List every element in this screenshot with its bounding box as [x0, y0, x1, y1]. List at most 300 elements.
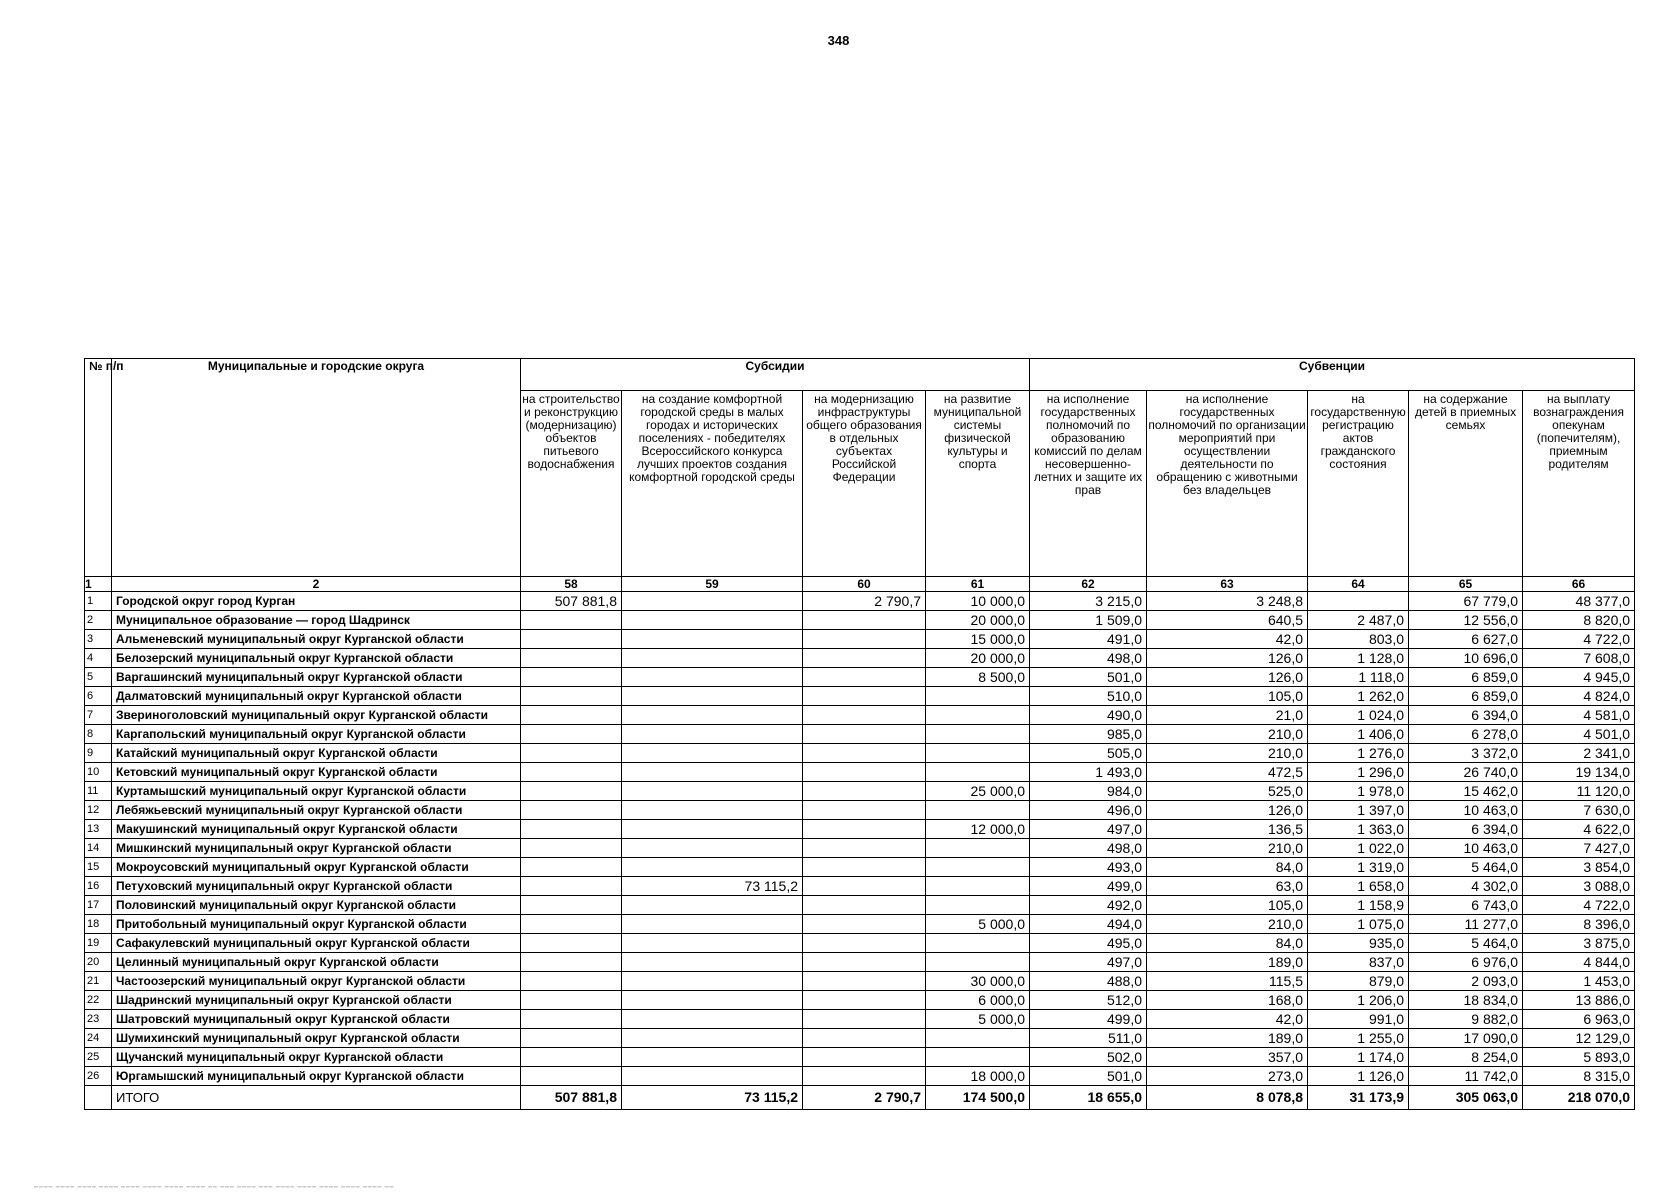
value-cell: 502,0	[1030, 1048, 1147, 1067]
value-cell: 20 000,0	[926, 611, 1030, 630]
row-number: 23	[85, 1010, 112, 1029]
value-cell: 126,0	[1147, 801, 1308, 820]
value-cell	[622, 915, 803, 934]
value-cell: 505,0	[1030, 744, 1147, 763]
value-cell: 105,0	[1147, 687, 1308, 706]
municipality-name: Звериноголовский муниципальный округ Курганской области	[112, 706, 521, 725]
value-cell: 6 394,0	[1409, 706, 1523, 725]
value-cell: 10 463,0	[1409, 801, 1523, 820]
page-number: 348	[827, 33, 850, 48]
table-row	[85, 668, 1635, 687]
value-cell: 4 581,0	[1523, 706, 1635, 725]
value-cell	[622, 1048, 803, 1067]
value-cell	[926, 725, 1030, 744]
value-cell: 507 881,8	[521, 592, 622, 611]
value-cell: 6 743,0	[1409, 896, 1523, 915]
value-cell	[521, 782, 622, 801]
value-cell	[521, 934, 622, 953]
value-cell	[803, 649, 926, 668]
value-cell: 63,0	[1147, 877, 1308, 896]
value-cell: 6 394,0	[1409, 820, 1523, 839]
value-cell	[926, 763, 1030, 782]
column-description: на государственную регистрацию актов гражданского состояния	[1308, 391, 1409, 577]
value-cell: 42,0	[1147, 630, 1308, 649]
value-cell: 497,0	[1030, 953, 1147, 972]
value-cell: 5 893,0	[1523, 1048, 1635, 1067]
value-cell: 6 963,0	[1523, 1010, 1635, 1029]
table-row	[85, 611, 1635, 630]
total-row-number	[85, 1086, 112, 1110]
value-cell	[622, 611, 803, 630]
column-number: 60	[803, 577, 926, 592]
value-cell: 512,0	[1030, 991, 1147, 1010]
value-cell: 1 174,0	[1308, 1048, 1409, 1067]
value-cell: 8 820,0	[1523, 611, 1635, 630]
value-cell	[622, 649, 803, 668]
value-cell: 488,0	[1030, 972, 1147, 991]
value-cell: 84,0	[1147, 934, 1308, 953]
value-cell	[521, 630, 622, 649]
table-row	[85, 725, 1635, 744]
value-cell: 26 740,0	[1409, 763, 1523, 782]
value-cell: 1 658,0	[1308, 877, 1409, 896]
budget-table	[84, 358, 1635, 1110]
value-cell: 492,0	[1030, 896, 1147, 915]
value-cell	[622, 1067, 803, 1086]
value-cell	[803, 972, 926, 991]
value-cell	[803, 1067, 926, 1086]
value-cell	[926, 687, 1030, 706]
value-cell	[803, 820, 926, 839]
municipality-name: Муниципальное образование — город Шадринск	[112, 611, 521, 630]
value-cell	[521, 972, 622, 991]
value-cell: 501,0	[1030, 1067, 1147, 1086]
value-cell: 803,0	[1308, 630, 1409, 649]
value-cell: 3 088,0	[1523, 877, 1635, 896]
column-description: на выплату вознаграждения опекунам (попечителям), приемным родителям	[1523, 391, 1635, 577]
column-number: 66	[1523, 577, 1635, 592]
row-number: 18	[85, 915, 112, 934]
row-number: 26	[85, 1067, 112, 1086]
value-cell: 8 315,0	[1523, 1067, 1635, 1086]
municipality-name: Городской округ город Курган	[112, 592, 521, 611]
total-value: 507 881,8	[521, 1086, 622, 1110]
value-cell	[803, 725, 926, 744]
value-cell	[622, 801, 803, 820]
row-number: 8	[85, 725, 112, 744]
municipality-name: Шадринский муниципальный округ Курганской области	[112, 991, 521, 1010]
value-cell: 2 790,7	[803, 592, 926, 611]
column-number: 61	[926, 577, 1030, 592]
municipality-name: Мокроусовский муниципальный округ Курганской области	[112, 858, 521, 877]
column-description: на исполнение государственных полномочий по образованию комиссий по делам несовершенно-летних и защите их прав	[1030, 391, 1147, 577]
value-cell: 6 859,0	[1409, 687, 1523, 706]
value-cell: 210,0	[1147, 744, 1308, 763]
table-row	[85, 839, 1635, 858]
value-cell: 8 254,0	[1409, 1048, 1523, 1067]
column-description: на исполнение государственных полномочий по организации мероприятий при осуществлении деятельности по обращению с животными без владельцев	[1147, 391, 1308, 577]
value-cell: 6 278,0	[1409, 725, 1523, 744]
municipality-name: Мишкинский муниципальный округ Курганской области	[112, 839, 521, 858]
total-value: 174 500,0	[926, 1086, 1030, 1110]
value-cell	[803, 744, 926, 763]
value-cell: 6 976,0	[1409, 953, 1523, 972]
municipality-name: Шатровский муниципальный округ Курганской области	[112, 1010, 521, 1029]
value-cell: 13 886,0	[1523, 991, 1635, 1010]
value-cell: 136,5	[1147, 820, 1308, 839]
value-cell	[521, 991, 622, 1010]
row-number: 24	[85, 1029, 112, 1048]
value-cell	[622, 668, 803, 687]
value-cell: 3 854,0	[1523, 858, 1635, 877]
value-cell: 495,0	[1030, 934, 1147, 953]
value-cell	[622, 934, 803, 953]
value-cell: 4 824,0	[1523, 687, 1635, 706]
value-cell	[622, 725, 803, 744]
value-cell: 7 630,0	[1523, 801, 1635, 820]
value-cell	[803, 1048, 926, 1067]
value-cell: 1 158,9	[1308, 896, 1409, 915]
value-cell: 2 487,0	[1308, 611, 1409, 630]
value-cell	[803, 953, 926, 972]
column-description: на развитие муниципальной системы физической культуры и спорта	[926, 391, 1030, 577]
value-cell: 984,0	[1030, 782, 1147, 801]
value-cell: 6 627,0	[1409, 630, 1523, 649]
value-cell: 10 463,0	[1409, 839, 1523, 858]
value-cell: 4 501,0	[1523, 725, 1635, 744]
value-cell: 1 022,0	[1308, 839, 1409, 858]
table-row	[85, 915, 1635, 934]
value-cell: 15 462,0	[1409, 782, 1523, 801]
table-row	[85, 687, 1635, 706]
value-cell	[521, 1029, 622, 1048]
value-cell: 525,0	[1147, 782, 1308, 801]
value-cell: 5 000,0	[926, 1010, 1030, 1029]
value-cell: 4 302,0	[1409, 877, 1523, 896]
value-cell: 5 000,0	[926, 915, 1030, 934]
value-cell: 494,0	[1030, 915, 1147, 934]
row-number: 17	[85, 896, 112, 915]
value-cell: 499,0	[1030, 1010, 1147, 1029]
value-cell	[926, 1048, 1030, 1067]
row-number: 7	[85, 706, 112, 725]
value-cell	[803, 668, 926, 687]
value-cell	[622, 991, 803, 1010]
row-number: 3	[85, 630, 112, 649]
value-cell	[622, 972, 803, 991]
value-cell: 17 090,0	[1409, 1029, 1523, 1048]
value-cell	[521, 649, 622, 668]
value-cell: 1 262,0	[1308, 687, 1409, 706]
column-number: 62	[1030, 577, 1147, 592]
row-number: 21	[85, 972, 112, 991]
column-description: на содержание детей в приемных семьях	[1409, 391, 1523, 577]
value-cell: 11 742,0	[1409, 1067, 1523, 1086]
value-cell	[622, 896, 803, 915]
table-row	[85, 782, 1635, 801]
value-cell	[521, 858, 622, 877]
value-cell	[622, 953, 803, 972]
value-cell: 5 464,0	[1409, 858, 1523, 877]
value-cell: 640,5	[1147, 611, 1308, 630]
value-cell: 12 556,0	[1409, 611, 1523, 630]
municipality-name: Альменевский муниципальный округ Курганской области	[112, 630, 521, 649]
table-row	[85, 649, 1635, 668]
row-number: 1	[85, 592, 112, 611]
value-cell: 3 875,0	[1523, 934, 1635, 953]
value-cell: 7 608,0	[1523, 649, 1635, 668]
value-cell	[803, 839, 926, 858]
column-description: на строительство и реконструкцию (модернизацию) объектов питьевого водоснабжения	[521, 391, 622, 577]
value-cell	[622, 858, 803, 877]
value-cell: 12 129,0	[1523, 1029, 1635, 1048]
municipality-name: Катайский муниципальный округ Курганской области	[112, 744, 521, 763]
value-cell: 5 464,0	[1409, 934, 1523, 953]
column-number: 59	[622, 577, 803, 592]
value-cell: 6 859,0	[1409, 668, 1523, 687]
row-number: 11	[85, 782, 112, 801]
value-cell	[926, 706, 1030, 725]
value-cell: 10 696,0	[1409, 649, 1523, 668]
row-number: 13	[85, 820, 112, 839]
value-cell	[521, 877, 622, 896]
value-cell: 210,0	[1147, 839, 1308, 858]
value-cell: 4 945,0	[1523, 668, 1635, 687]
value-cell: 25 000,0	[926, 782, 1030, 801]
value-cell: 1 978,0	[1308, 782, 1409, 801]
total-value: 305 063,0	[1409, 1086, 1523, 1110]
row-number: 6	[85, 687, 112, 706]
value-cell: 8 500,0	[926, 668, 1030, 687]
value-cell	[803, 1029, 926, 1048]
value-cell: 189,0	[1147, 953, 1308, 972]
header-subventions: Субвенции	[1030, 359, 1635, 391]
header-number: № п/п	[85, 359, 112, 577]
value-cell	[622, 630, 803, 649]
header-subsidies: Субсидии	[521, 359, 1030, 391]
value-cell: 498,0	[1030, 839, 1147, 858]
row-number: 2	[85, 611, 112, 630]
total-value: 218 070,0	[1523, 1086, 1635, 1110]
value-cell: 210,0	[1147, 725, 1308, 744]
total-value: 31 173,9	[1308, 1086, 1409, 1110]
value-cell	[926, 934, 1030, 953]
table-row	[85, 744, 1635, 763]
table-row	[85, 1010, 1635, 1029]
group-header-row	[85, 359, 1635, 391]
value-cell	[521, 839, 622, 858]
value-cell	[521, 1048, 622, 1067]
value-cell: 1 406,0	[1308, 725, 1409, 744]
value-cell	[926, 858, 1030, 877]
value-cell: 6 000,0	[926, 991, 1030, 1010]
value-cell: 491,0	[1030, 630, 1147, 649]
value-cell: 189,0	[1147, 1029, 1308, 1048]
value-cell	[926, 953, 1030, 972]
value-cell	[521, 953, 622, 972]
value-cell: 3 248,8	[1147, 592, 1308, 611]
value-cell	[803, 630, 926, 649]
column-number: 64	[1308, 577, 1409, 592]
municipality-name: Сафакулевский муниципальный округ Курганской области	[112, 934, 521, 953]
column-number: 65	[1409, 577, 1523, 592]
value-cell	[803, 801, 926, 820]
value-cell: 48 377,0	[1523, 592, 1635, 611]
table-row	[85, 972, 1635, 991]
column-description: на создание комфортной городской среды в малых городах и исторических поселениях - победителях Всероссийского конкурса лучших проектов создания комфортной городской среды	[622, 391, 803, 577]
value-cell: 1 397,0	[1308, 801, 1409, 820]
municipality-name: Далматовский муниципальный округ Курганской области	[112, 687, 521, 706]
value-cell: 4 622,0	[1523, 820, 1635, 839]
table-body	[85, 592, 1635, 1110]
value-cell: 10 000,0	[926, 592, 1030, 611]
value-cell	[803, 858, 926, 877]
table-row	[85, 896, 1635, 915]
total-value: 73 115,2	[622, 1086, 803, 1110]
value-cell: 1 128,0	[1308, 649, 1409, 668]
value-cell	[521, 706, 622, 725]
row-number: 10	[85, 763, 112, 782]
municipality-name: Куртамышский муниципальный округ Курганской области	[112, 782, 521, 801]
value-cell: 12 000,0	[926, 820, 1030, 839]
municipality-name: Макушинский муниципальный округ Курганской области	[112, 820, 521, 839]
value-cell	[926, 801, 1030, 820]
value-cell: 7 427,0	[1523, 839, 1635, 858]
column-number: 63	[1147, 577, 1308, 592]
value-cell	[521, 668, 622, 687]
value-cell	[926, 839, 1030, 858]
municipality-name: Белозерский муниципальный округ Курганской области	[112, 649, 521, 668]
scan-artifact: ▁▁▁▁ ▁▁▁▁ ▁▁▁▁ ▁▁▁▁ ▁▁▁▁ ▁▁▁▁ ▁▁▁▁ ▁▁▁▁ ▁▁ ▁▁▁ ▁▁▁▁ ▁▁▁ ▁▁▁▁ ▁▁▁▁ ▁▁▁▁ ▁▁▁▁ ▁▁▁▁ ▁▁	[34, 1182, 395, 1188]
value-cell: 67 779,0	[1409, 592, 1523, 611]
value-cell: 73 115,2	[622, 877, 803, 896]
value-cell	[521, 820, 622, 839]
value-cell: 497,0	[1030, 820, 1147, 839]
value-cell: 501,0	[1030, 668, 1147, 687]
value-cell	[926, 744, 1030, 763]
value-cell	[521, 896, 622, 915]
value-cell: 115,5	[1147, 972, 1308, 991]
value-cell	[521, 744, 622, 763]
header-municipality: Муниципальные и городские округа	[112, 359, 521, 577]
column-number: 2	[112, 577, 521, 592]
column-number-row	[85, 577, 1635, 592]
value-cell	[521, 611, 622, 630]
value-cell	[1308, 592, 1409, 611]
value-cell: 935,0	[1308, 934, 1409, 953]
column-number: 1	[85, 577, 112, 592]
table-row	[85, 1048, 1635, 1067]
value-cell	[622, 763, 803, 782]
value-cell	[803, 611, 926, 630]
row-number: 20	[85, 953, 112, 972]
value-cell: 11 120,0	[1523, 782, 1635, 801]
value-cell: 499,0	[1030, 877, 1147, 896]
row-number: 22	[85, 991, 112, 1010]
row-number: 19	[85, 934, 112, 953]
row-number: 25	[85, 1048, 112, 1067]
value-cell	[622, 687, 803, 706]
value-cell: 4 844,0	[1523, 953, 1635, 972]
municipality-name: Юргамышский муниципальный округ Курганской области	[112, 1067, 521, 1086]
row-number: 5	[85, 668, 112, 687]
row-number: 14	[85, 839, 112, 858]
row-number: 9	[85, 744, 112, 763]
municipality-name: Щучанский муниципальный округ Курганской области	[112, 1048, 521, 1067]
column-number: 58	[521, 577, 622, 592]
municipality-name: Частоозерский муниципальный округ Курганской области	[112, 972, 521, 991]
value-cell: 510,0	[1030, 687, 1147, 706]
value-cell: 879,0	[1308, 972, 1409, 991]
total-value: 8 078,8	[1147, 1086, 1308, 1110]
value-cell: 4 722,0	[1523, 896, 1635, 915]
value-cell: 1 493,0	[1030, 763, 1147, 782]
value-cell	[521, 725, 622, 744]
municipality-name: Целинный муниципальный округ Курганской области	[112, 953, 521, 972]
value-cell: 273,0	[1147, 1067, 1308, 1086]
municipality-name: Варгашинский муниципальный округ Курганской области	[112, 668, 521, 687]
value-cell: 837,0	[1308, 953, 1409, 972]
value-cell: 9 882,0	[1409, 1010, 1523, 1029]
value-cell: 1 296,0	[1308, 763, 1409, 782]
value-cell: 21,0	[1147, 706, 1308, 725]
value-cell: 1 276,0	[1308, 744, 1409, 763]
value-cell: 4 722,0	[1523, 630, 1635, 649]
municipality-name: Каргапольский муниципальный округ Курганской области	[112, 725, 521, 744]
table-row	[85, 934, 1635, 953]
value-cell: 1 075,0	[1308, 915, 1409, 934]
value-cell	[622, 706, 803, 725]
value-cell	[622, 820, 803, 839]
value-cell: 3 372,0	[1409, 744, 1523, 763]
value-cell: 498,0	[1030, 649, 1147, 668]
value-cell	[926, 1029, 1030, 1048]
value-cell	[622, 782, 803, 801]
value-cell: 1 319,0	[1308, 858, 1409, 877]
column-description: на модернизацию инфраструктуры общего образования в отдельных субъектах Российской Федерации	[803, 391, 926, 577]
value-cell: 1 206,0	[1308, 991, 1409, 1010]
value-cell	[803, 687, 926, 706]
value-cell: 357,0	[1147, 1048, 1308, 1067]
table-row	[85, 1067, 1635, 1086]
value-cell	[803, 763, 926, 782]
value-cell	[803, 934, 926, 953]
value-cell	[926, 877, 1030, 896]
total-label: ИТОГО	[112, 1086, 521, 1110]
value-cell: 1 453,0	[1523, 972, 1635, 991]
value-cell: 8 396,0	[1523, 915, 1635, 934]
value-cell: 2 341,0	[1523, 744, 1635, 763]
value-cell	[803, 915, 926, 934]
value-cell: 2 093,0	[1409, 972, 1523, 991]
table-row	[85, 763, 1635, 782]
row-number: 15	[85, 858, 112, 877]
table-row	[85, 877, 1635, 896]
value-cell	[803, 706, 926, 725]
value-cell: 511,0	[1030, 1029, 1147, 1048]
value-cell: 30 000,0	[926, 972, 1030, 991]
table-row	[85, 858, 1635, 877]
municipality-name: Петуховский муниципальный округ Курганской области	[112, 877, 521, 896]
value-cell: 168,0	[1147, 991, 1308, 1010]
value-cell	[803, 991, 926, 1010]
value-cell: 1 363,0	[1308, 820, 1409, 839]
value-cell	[521, 1067, 622, 1086]
total-row	[85, 1086, 1635, 1110]
value-cell: 210,0	[1147, 915, 1308, 934]
municipality-name: Лебяжьевский муниципальный округ Курганской области	[112, 801, 521, 820]
value-cell: 1 118,0	[1308, 668, 1409, 687]
